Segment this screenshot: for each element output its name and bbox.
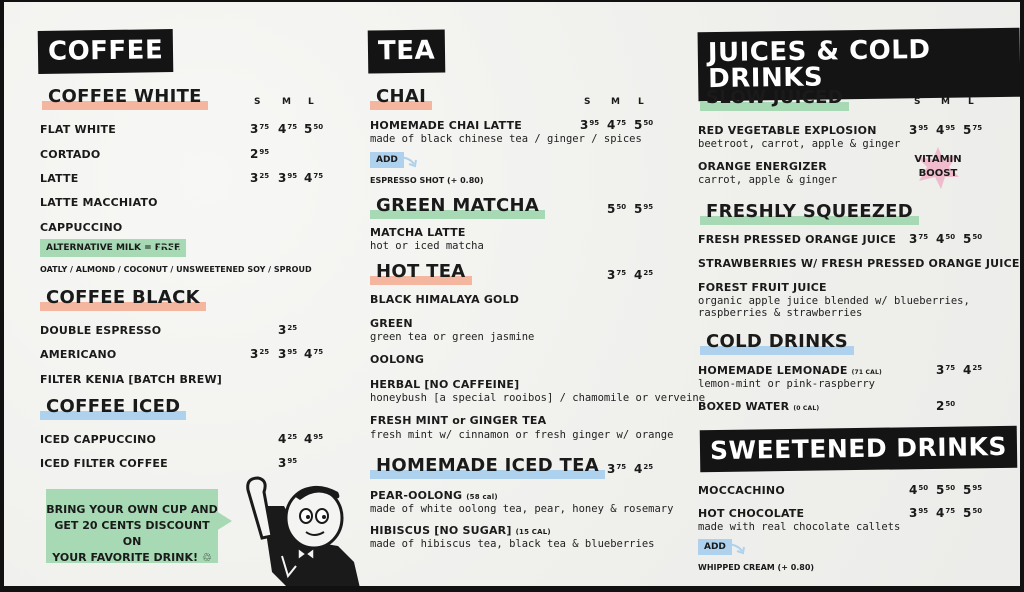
price-m: $4^{50}$ [936, 232, 956, 246]
size-header-s: S [584, 97, 591, 107]
menu-item: ICED CAPPUCCINO [40, 433, 157, 446]
price-m: $3^{75}$ [936, 363, 956, 377]
curved-arrow-icon [396, 154, 420, 170]
price-l: $5^{50}$ [634, 118, 654, 132]
menu-item: CAPPUCCINO [40, 221, 123, 234]
chai-heading [370, 86, 432, 108]
price-l: $4^{25}$ [963, 363, 983, 377]
menu-item: FRESH MINT or GINGER TEA [370, 414, 547, 427]
price-l: $4^{25}$ [634, 268, 654, 282]
price-m: $3^{75}$ [607, 462, 627, 476]
homemade-iced-tea-heading [370, 455, 605, 477]
promo-line: YOUR FAVORITE DRINK! ♲ [52, 551, 212, 564]
menu-item: GREEN [370, 317, 413, 330]
bring-your-own-cup-callout [46, 489, 218, 563]
price-s: $4^{50}$ [909, 483, 929, 497]
price-l: $5^{75}$ [963, 123, 983, 137]
price-s: $2^{95}$ [250, 147, 270, 161]
menu-item: FILTER KENIA [BATCH BREW] [40, 373, 223, 386]
section-title: HOT TEA [376, 261, 466, 282]
price-m: $2^{50}$ [936, 399, 956, 413]
add-badge: ADD [370, 152, 404, 168]
size-header-l: L [968, 97, 974, 107]
price-s: $3^{75}$ [250, 122, 270, 136]
size-header-m: M [941, 97, 950, 107]
size-header-l: L [638, 97, 644, 107]
price-l: $5^{50}$ [963, 232, 983, 246]
coffee-iced-heading [40, 396, 186, 418]
hot-tea-heading [370, 261, 472, 283]
menu-item: ORANGE ENERGIZER [698, 160, 827, 173]
menu-item: OOLONG [370, 353, 425, 366]
section-title: COFFEE ICED [46, 396, 181, 417]
item-description: green tea or green jasmine [370, 331, 535, 343]
price-m: $3^{95}$ [278, 456, 298, 470]
curved-arrow-icon [156, 242, 182, 258]
menu-item: FOREST FRUIT JUICE [698, 281, 827, 294]
vitamin-boost-badge [913, 145, 963, 189]
price-l: $4^{25}$ [634, 462, 654, 476]
menu-item: HOMEMADE CHAI LATTE [370, 119, 522, 132]
add-note: WHIPPED CREAM (+ 0.80) [698, 563, 815, 572]
menu-item: STRAWBERRIES W/ FRESH PRESSED ORANGE JUICE [698, 257, 1020, 270]
price-l: $4^{75}$ [304, 171, 324, 185]
calorie-note: (0 CAL) [793, 405, 820, 412]
price-s: $3^{75}$ [909, 232, 929, 246]
price-m: $4^{75}$ [936, 506, 956, 520]
coffee-heading: COFFEE [38, 29, 174, 74]
price-l: $4^{95}$ [304, 432, 324, 446]
section-title: HOMEMADE ICED TEA [376, 455, 599, 476]
size-header-s: S [254, 97, 261, 107]
item-description: lemon-mint or pink-raspberry [698, 378, 876, 390]
section-title: FRESHLY SQUEEZED [706, 201, 914, 222]
price-m: $3^{25}$ [278, 323, 298, 337]
section-title: COLD DRINKS [706, 331, 848, 352]
price-m: $4^{25}$ [278, 432, 298, 446]
item-description: fresh mint w/ cinnamon or fresh ginger w/ orange [370, 429, 674, 441]
price-m: $4^{75}$ [607, 118, 627, 132]
size-header-m: M [282, 97, 291, 107]
promo-line: BRING YOUR OWN CUP AND [46, 503, 218, 516]
item-description: beetroot, carrot, apple & ginger [698, 138, 901, 150]
menu-item: CORTADO [40, 148, 101, 161]
price-s: $3^{95}$ [580, 118, 600, 132]
menu-item: HERBAL [NO CAFFEINE] [370, 378, 520, 391]
menu-item: ICED FILTER COFFEE [40, 457, 168, 470]
price-l: $4^{75}$ [304, 347, 324, 361]
item-description: made with real chocolate callets [698, 521, 901, 533]
item-description: hot or iced matcha [370, 240, 484, 252]
menu-item [698, 364, 882, 377]
calorie-note: (58 cal) [466, 493, 498, 501]
coffee-white-heading [42, 86, 208, 108]
menu-board [4, 2, 1020, 586]
boost-line: VITAMIN [914, 154, 962, 165]
menu-item: HOT CHOCOLATE [698, 507, 805, 520]
item-description: carrot, apple & ginger [698, 174, 838, 186]
price-l: $5^{50}$ [963, 506, 983, 520]
size-header-m: M [611, 97, 620, 107]
coffee-black-heading [40, 287, 206, 309]
menu-item: FRESH PRESSED ORANGE JUICE [698, 233, 897, 246]
sweetened-drinks-heading: SWEETENED DRINKS [700, 426, 1017, 472]
menu-item: LATTE [40, 172, 79, 185]
menu-item: LATTE MACCHIATO [40, 196, 158, 209]
item-name: HOMEMADE LEMONADE [698, 364, 848, 377]
item-name: HIBISCUS [NO SUGAR] [370, 524, 512, 537]
price-s: $3^{25}$ [250, 347, 270, 361]
tea-heading: TEA [368, 29, 446, 73]
green-matcha-heading [370, 195, 545, 217]
price-m: $4^{95}$ [936, 123, 956, 137]
item-description: raspberries & strawberries [698, 307, 863, 319]
promo-line: GET 20 CENTS DISCOUNT ON [54, 519, 210, 548]
item-name: BOXED WATER [698, 400, 790, 413]
menu-item: MOCCACHINO [698, 484, 785, 497]
price-l: $5^{95}$ [634, 202, 654, 216]
size-header-s: S [914, 97, 921, 107]
section-title: GREEN MATCHA [376, 195, 540, 216]
price-m: $5^{50}$ [936, 483, 956, 497]
menu-item: FLAT WHITE [40, 123, 116, 136]
price-m: $3^{95}$ [278, 171, 298, 185]
price-l: $5^{50}$ [304, 122, 324, 136]
item-description: made of white oolong tea, pear, honey & rosemary [370, 503, 674, 515]
price-m: $4^{75}$ [278, 122, 298, 136]
price-s: $3^{95}$ [909, 506, 929, 520]
slow-juiced-heading [700, 87, 849, 109]
price-m: $3^{75}$ [607, 268, 627, 282]
price-s: $3^{25}$ [250, 171, 270, 185]
item-description: organic apple juice blended w/ blueberries, [698, 295, 970, 307]
menu-item: RED VEGETABLE EXPLOSION [698, 124, 877, 137]
price-l: $5^{95}$ [963, 483, 983, 497]
calorie-note: (15 CAL) [515, 528, 551, 536]
menu-item [370, 524, 551, 537]
mascot-illustration [242, 476, 364, 586]
menu-item: AMERICANO [40, 348, 117, 361]
price-m: $3^{95}$ [278, 347, 298, 361]
item-description: made of hibiscus tea, black tea & blueberries [370, 538, 655, 550]
alternative-milk-badge: ALTERNATIVE MILK = FREE [40, 239, 186, 257]
menu-item [698, 400, 819, 413]
price-m: $5^{50}$ [607, 202, 627, 216]
section-title: COFFEE WHITE [48, 86, 202, 107]
freshly-squeezed-heading [700, 201, 919, 223]
curved-arrow-icon [724, 541, 748, 557]
price-s: $3^{95}$ [909, 123, 929, 137]
item-description: made of black chinese tea / ginger / spices [370, 133, 642, 145]
add-badge: ADD [698, 539, 732, 555]
juices-heading: JUICES & COLD DRINKS [698, 28, 1020, 101]
section-title: COFFEE BLACK [46, 287, 200, 308]
cold-drinks-heading [700, 331, 854, 353]
calorie-note: (71 CAL) [851, 369, 882, 376]
item-name: PEAR-OOLONG [370, 489, 463, 502]
menu-item: DOUBLE ESPRESSO [40, 324, 162, 337]
section-title: SLOW JUICED [706, 87, 843, 108]
size-header-l: L [308, 97, 314, 107]
boost-line: BOOST [918, 168, 958, 179]
section-title: CHAI [376, 86, 427, 107]
menu-item: MATCHA LATTE [370, 226, 466, 239]
add-note: ESPRESSO SHOT (+ 0.80) [370, 176, 484, 185]
menu-item: BLACK HIMALAYA GOLD [370, 293, 520, 306]
menu-item [370, 489, 498, 502]
item-description: honeybush [a special rooibos] / chamomile or verveine [370, 392, 706, 404]
milk-options-text: OATLY / ALMOND / COCONUT / UNSWEETENED SOY / SPROUD [40, 265, 312, 274]
